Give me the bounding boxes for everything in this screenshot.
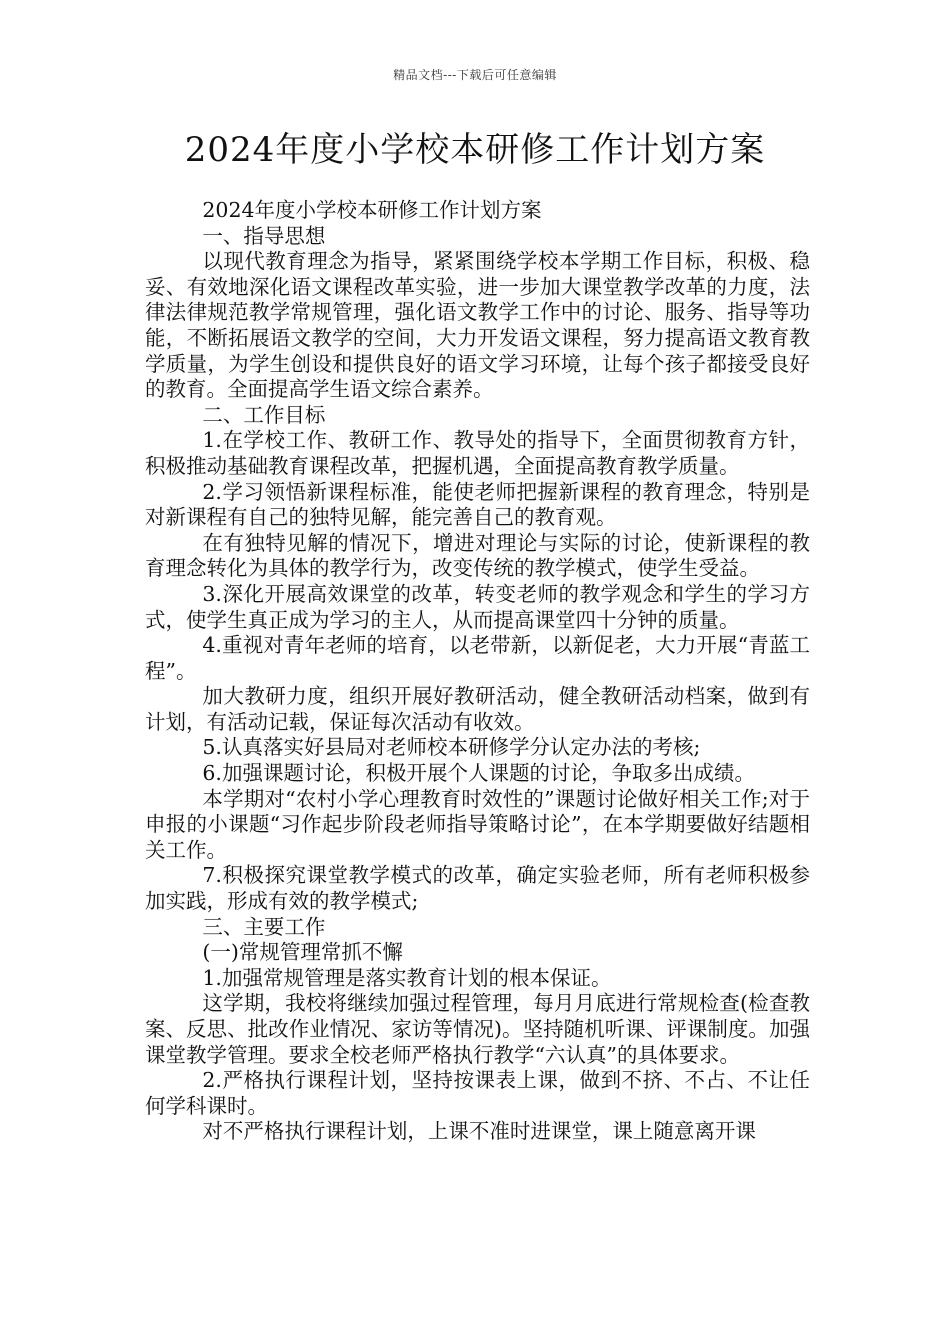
paragraph: 7.积极探究课堂教学模式的改革，确定实验老师，所有老师积极参加实践，形成有效的教学模式; (145, 863, 810, 914)
paragraph: 6.加强课题讨论，积极开展个人课题的讨论，争取多出成绩。 (202, 761, 755, 786)
section-heading: 三、主要工作 (202, 914, 326, 939)
paragraph: 本学期对“农村小学心理教育时效性的”课题讨论做好相关工作;对于申报的小课题“习作起步阶段老师指导策略讨论”，在本学期要做好结题相关工作。 (145, 786, 810, 862)
document-title: 2024年度小学校本研修工作计划方案 (184, 130, 766, 170)
paragraph: 1.在学校工作、教研工作、教导处的指导下，全面贯彻教育方针，积极推动基础教育课程改革，把握机遇，全面提高教育教学质量。 (145, 428, 810, 478)
paragraph: 4.重视对青年老师的培育，以老带新，以新促老，大力开展“青蓝工程”。 (145, 633, 810, 683)
header-note: 精品文档---下载后可任意编辑 (393, 68, 557, 82)
section-heading: 一、指导思想 (202, 223, 326, 248)
paragraph: 在有独特见解的情况下，增进对理论与实际的讨论，使新课程的教育理念转化为具体的教学行为，改变传统的教学模式，使学生受益。 (145, 530, 810, 581)
paragraph: 1.加强常规管理是落实教育计划的根本保证。 (202, 965, 612, 990)
paragraph: 2.严格执行课程计划，坚持按课表上课，做到不挤、不占、不让任何学科课时。 (145, 1068, 810, 1118)
document-body (145, 198, 810, 1145)
paragraph: 这学期，我校将继续加强过程管理，每月月底进行常规检查(检查教案、反思、批改作业情况、家访等情况)。坚持随机听课、评课制度。加强课堂教学管理。要求全校老师严格执行教学“六认真”的具体要求。 (145, 991, 810, 1067)
subsection-heading: (一)常规管理常抓不懈 (202, 940, 403, 965)
paragraph: 2.学习领悟新课程标准，能使老师把握新课程的教育理念，特别是对新课程有自己的独特见解，能完善自己的教育观。 (145, 479, 810, 530)
paragraph: 5.认真落实好县局对老师校本研修学分认定办法的考核; (202, 735, 701, 760)
paragraph: 对不严格执行课程计划，上课不准时进课堂，课上随意离开课 (202, 1119, 756, 1144)
paragraph: 加大教研力度，组织开展好教研活动，健全教研活动档案，做到有计划，有活动记载，保证每次活动有收效。 (145, 684, 810, 734)
section-heading: 二、工作目标 (202, 402, 326, 427)
paragraph: 2024年度小学校本研修工作计划方案 (202, 198, 542, 222)
paragraph: 以现代教育理念为指导，紧紧围绕学校本学期工作目标，积极、稳妥、有效地深化语文课程改革实验，进一步加大课堂教学改革的力度，法律法律规范教学常规管理，强化语文教学工作中的讨论、服务、指导等功能，不断拓展语文教学的空间，大力开发语文课程，努力提高语文教育教学质量，为学生创设和提供良好的语文学习环境，让每个孩子都接受良好的教育。全面提高学生语文综合素养。 (145, 249, 810, 402)
paragraph: 3.深化开展高效课堂的改革，转变老师的教学观念和学生的学习方式，使学生真正成为学习的主人，从而提高课堂四十分钟的质量。 (145, 581, 810, 632)
